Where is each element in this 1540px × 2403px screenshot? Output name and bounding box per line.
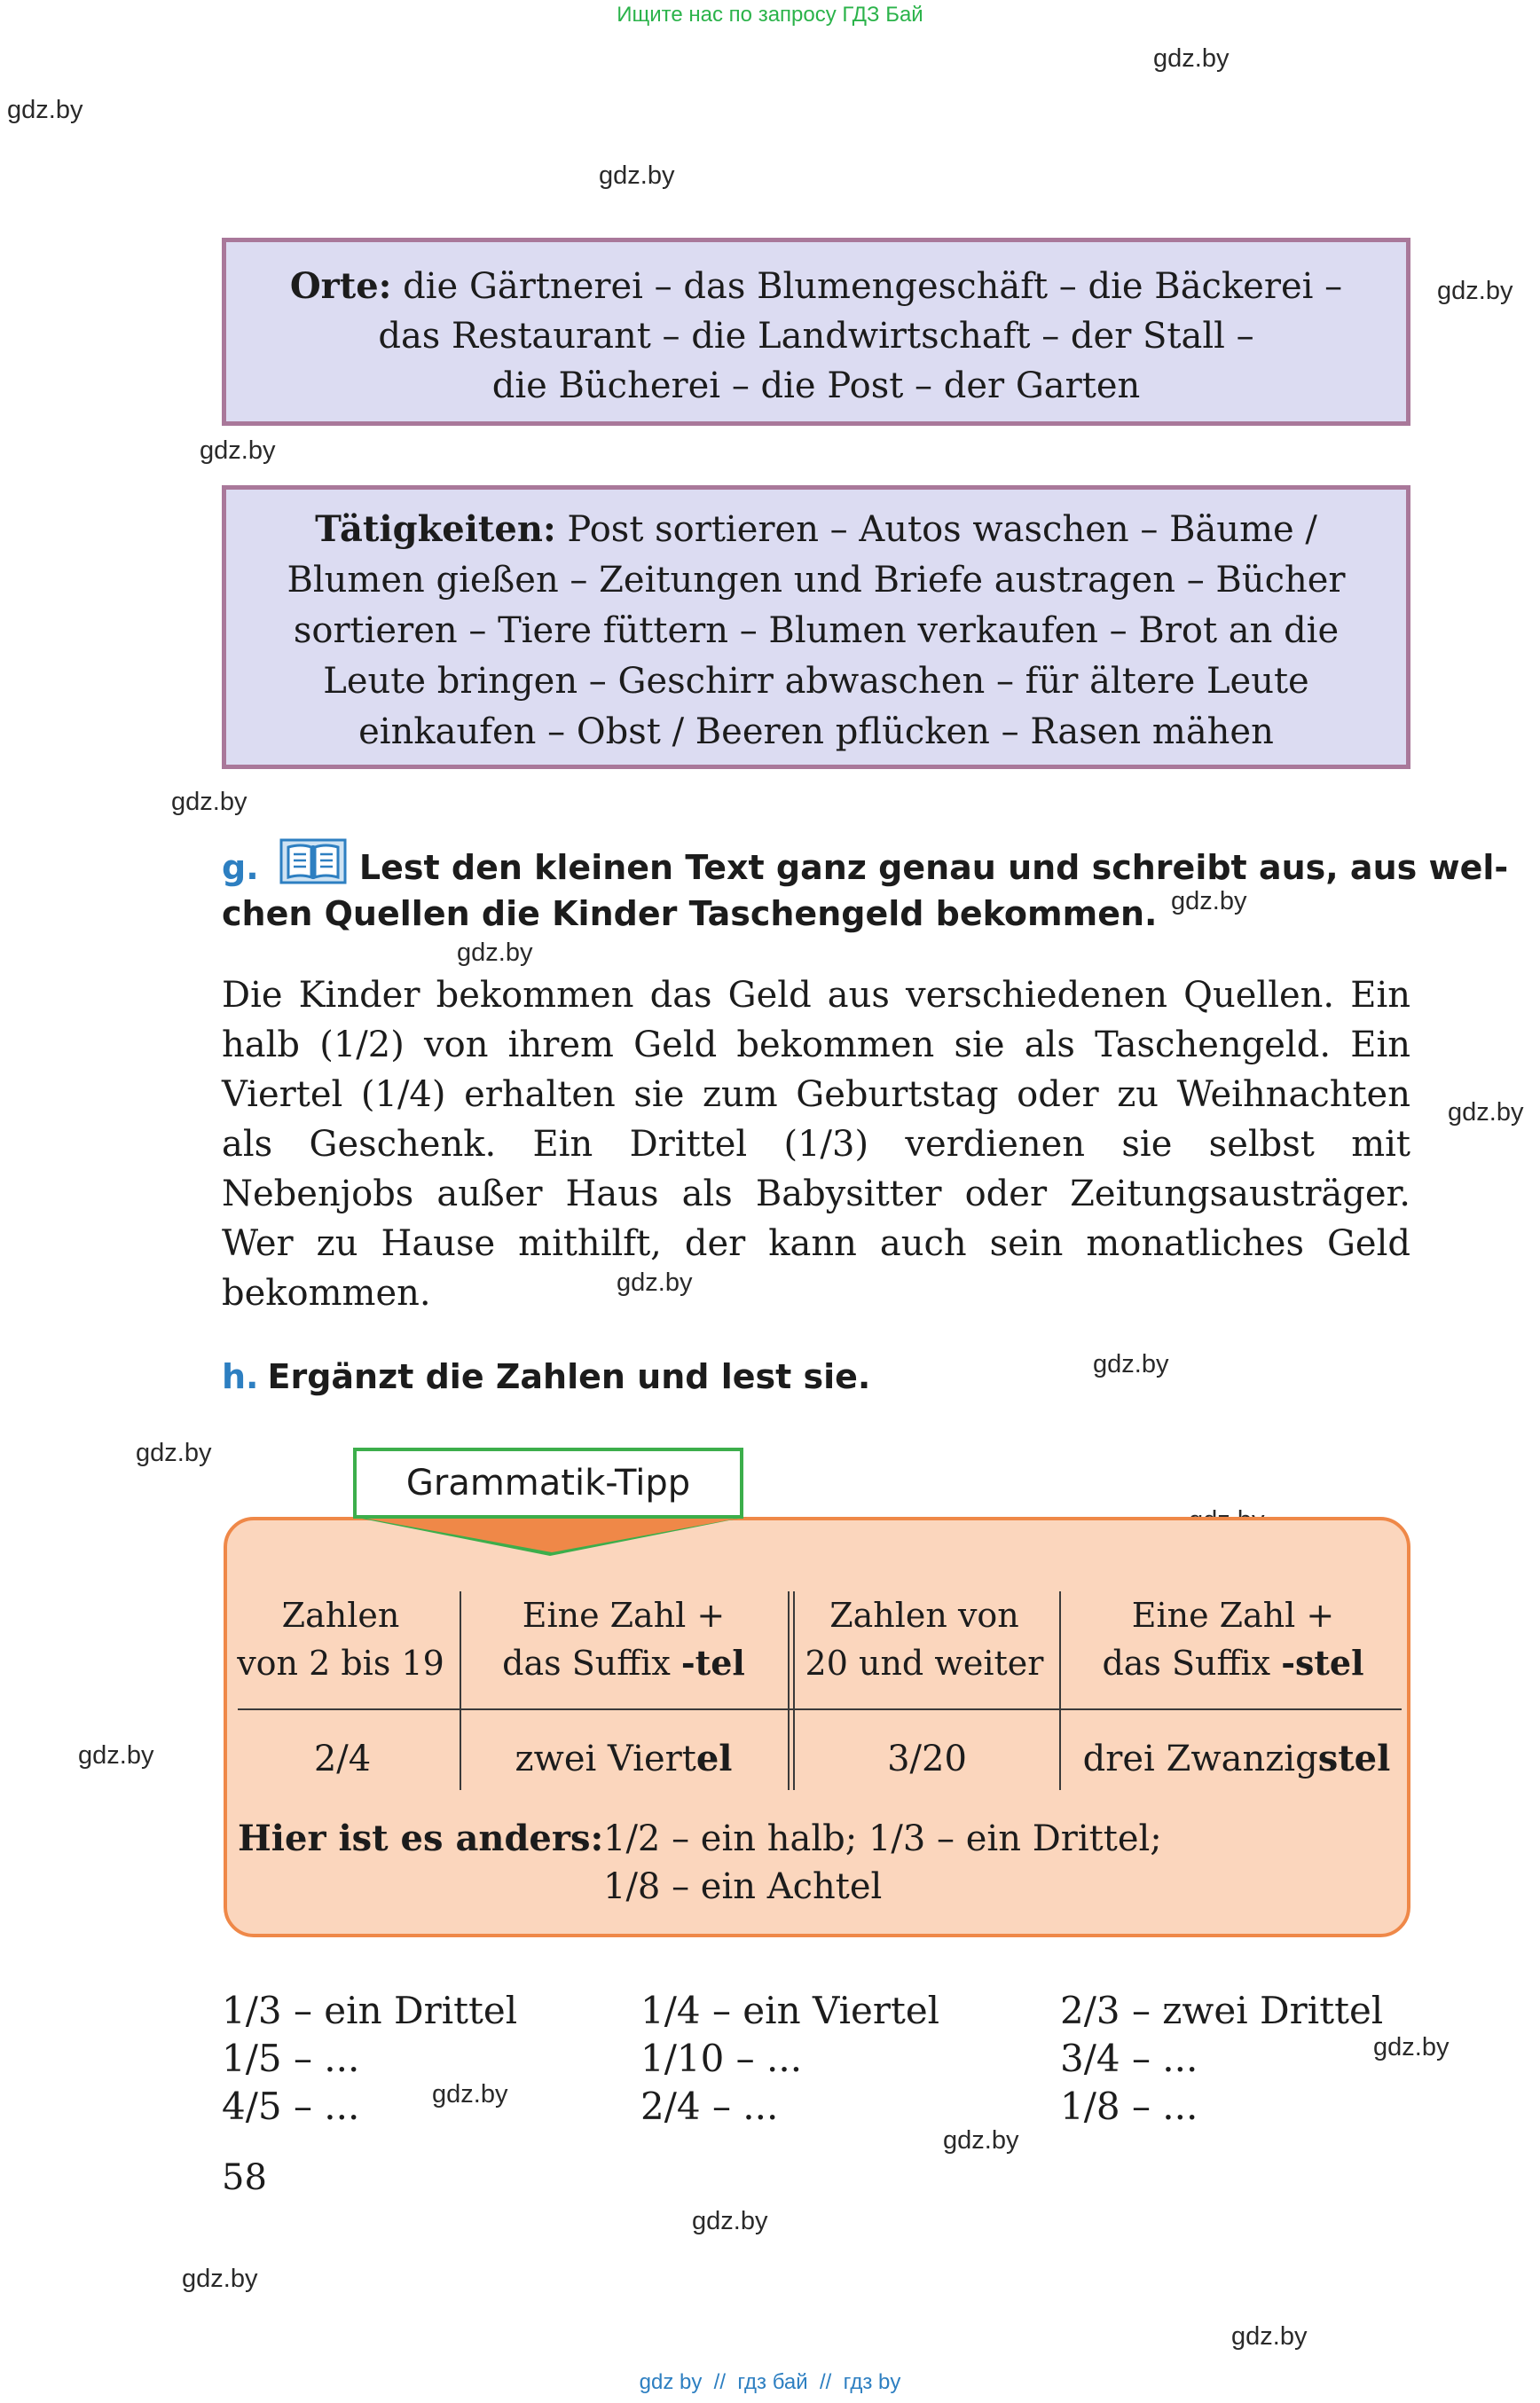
- exercise-item: 1/8 – ...: [1060, 2085, 1198, 2128]
- watermark: gdz.by: [1373, 2033, 1450, 2061]
- col2-header: [461, 1591, 786, 1687]
- table-divider: [788, 1591, 790, 1790]
- task-g-line: chen Quellen die Kinder Taschengeld bekommen.: [222, 894, 1158, 933]
- watermark: gdz.by: [1153, 44, 1230, 73]
- orte-line: die Bücherei – die Post – der Garten: [491, 365, 1141, 406]
- exercise-item: 1/10 – ...: [640, 2037, 803, 2080]
- anders-line: 1/2 – ein halb; 1/3 – ein Drittel;: [603, 1818, 1162, 1859]
- watermark: gdz.by: [7, 96, 83, 124]
- taetigkeiten-line: sortieren – Tiere füttern – Blumen verkaufen – Brot an die: [293, 610, 1340, 651]
- header-line: das Suffix: [1102, 1644, 1282, 1683]
- anders-label: Hier ist es anders:: [238, 1818, 604, 1859]
- grammatik-tipp-tab: Grammatik-Tipp: [353, 1448, 743, 1519]
- exercise-item: 1/4 – ein Viertel: [640, 1989, 940, 2032]
- task-h: [222, 1357, 870, 1396]
- watermark: gdz.by: [692, 2207, 768, 2235]
- book-icon: [279, 838, 347, 892]
- orte-text: [226, 262, 1406, 411]
- col4-header: [1061, 1591, 1405, 1687]
- suffix-tel: -tel: [680, 1643, 745, 1683]
- example-cell: 3/20: [887, 1739, 967, 1779]
- orte-line: das Restaurant – die Landwirtschaft – der Stall –: [378, 316, 1254, 357]
- anders-note: [238, 1815, 603, 1863]
- col3-header: [788, 1591, 1061, 1687]
- watermark: gdz.by: [78, 1741, 154, 1770]
- watermark: gdz.by: [1171, 887, 1247, 915]
- watermark: gdz.by: [1437, 277, 1513, 305]
- taetigkeiten-line: Blumen gießen – Zeitungen und Briefe austragen – Bücher: [287, 560, 1346, 601]
- watermark: gdz.by: [1093, 1350, 1169, 1378]
- exercise-item: 2/4 – ...: [640, 2085, 779, 2128]
- watermark: gdz.by: [943, 2126, 1019, 2155]
- taetigkeiten-box: [222, 485, 1410, 769]
- example-text: zwei Viert: [515, 1739, 696, 1779]
- tipp-arrow: [357, 1517, 747, 1552]
- watermark: gdz.by: [171, 788, 248, 816]
- taetigkeiten-line: Post sortieren – Autos waschen – Bäume /: [555, 509, 1317, 550]
- exercise-item: 2/3 – zwei Drittel: [1060, 1989, 1384, 2032]
- watermark: gdz.by: [182, 2265, 258, 2293]
- orte-box: [222, 238, 1410, 426]
- task-h-letter: h.: [222, 1357, 259, 1396]
- orte-label: Orte:: [289, 265, 392, 307]
- page-number: 58: [222, 2157, 267, 2198]
- exercise-item: 3/4 – ...: [1060, 2037, 1198, 2080]
- header-line: Eine Zahl +: [522, 1596, 726, 1635]
- example-cell: [1061, 1735, 1412, 1783]
- example-cell: [461, 1735, 786, 1783]
- exercise-item: 1/5 – ...: [222, 2037, 360, 2080]
- header-line: 20 und weiter: [805, 1644, 1044, 1683]
- example-suffix: el: [695, 1738, 733, 1779]
- header-line: das Suffix: [502, 1644, 681, 1683]
- header-line: von 2 bis 19: [237, 1644, 444, 1683]
- exercise-item: 1/3 – ein Drittel: [222, 1989, 518, 2032]
- watermark: gdz.by: [457, 938, 533, 967]
- watermark: gdz.by: [1448, 1098, 1524, 1127]
- example-text: drei Zwanzig: [1082, 1739, 1318, 1779]
- watermark: gdz.by: [1231, 2322, 1308, 2351]
- taetigkeiten-line: einkaufen – Obst / Beeren pflücken – Rasen mähen: [358, 711, 1274, 752]
- watermark: gdz.by: [599, 161, 675, 190]
- taetigkeiten-line: Leute bringen – Geschirr abwaschen – für ältere Leute: [323, 661, 1309, 702]
- watermark: gdz.by: [432, 2080, 508, 2109]
- grammatik-tipp-box: [224, 1517, 1410, 1937]
- header-line: Zahlen: [281, 1596, 400, 1635]
- table-header-line: [238, 1708, 1402, 1710]
- watermark: gdz.by: [617, 1268, 693, 1297]
- task-g-letter: g.: [222, 848, 259, 887]
- example-cell: 2/4: [313, 1739, 372, 1779]
- task-g: [222, 838, 1508, 933]
- watermark: gdz.by: [200, 436, 276, 465]
- header-line: Eine Zahl +: [1131, 1596, 1335, 1635]
- col1-header: [227, 1591, 454, 1687]
- example-suffix: stel: [1317, 1738, 1391, 1779]
- anders-examples: [603, 1815, 1162, 1911]
- suffix-stel: -stel: [1281, 1643, 1364, 1683]
- task-h-text: Ergänzt die Zahlen und lest sie.: [267, 1357, 871, 1396]
- exercise-item: 4/5 – ...: [222, 2085, 360, 2128]
- taetigkeiten-label: Tätigkeiten:: [315, 508, 556, 550]
- task-g-line: Lest den kleinen Text ganz genau und schreibt aus, aus wel-: [358, 848, 1509, 887]
- watermark: gdz.by: [136, 1439, 212, 1467]
- taetigkeiten-text: [226, 504, 1406, 758]
- orte-line: die Gärtnerei – das Blumengeschäft – die Bäckerei –: [391, 266, 1343, 307]
- footer-links[interactable]: gdz by // гдз бай // гдз by: [639, 2370, 901, 2394]
- text-paragraph: Die Kinder bekommen das Geld aus verschiedenen Quellen. Ein halb (1/2) von ihrem Geld bekommen sie als Taschengeld. Ein Viertel (1/4) erhalten sie zum Geburtstag oder zu Weihnachten als Geschenk. Ein Drittel (1/3) verdienen sie selbst mit Nebenjobs außer Haus als Babysitter oder Zeitungsausträger. Wer zu Hause mithilft, der kann auch sein monatliches Geld bekommen.: [222, 975, 1410, 1314]
- header-line: Zahlen von: [829, 1596, 1019, 1635]
- anders-line: 1/8 – ein Achtel: [603, 1866, 883, 1907]
- top-banner[interactable]: Ищите нас по запросу ГДЗ Бай: [617, 3, 923, 27]
